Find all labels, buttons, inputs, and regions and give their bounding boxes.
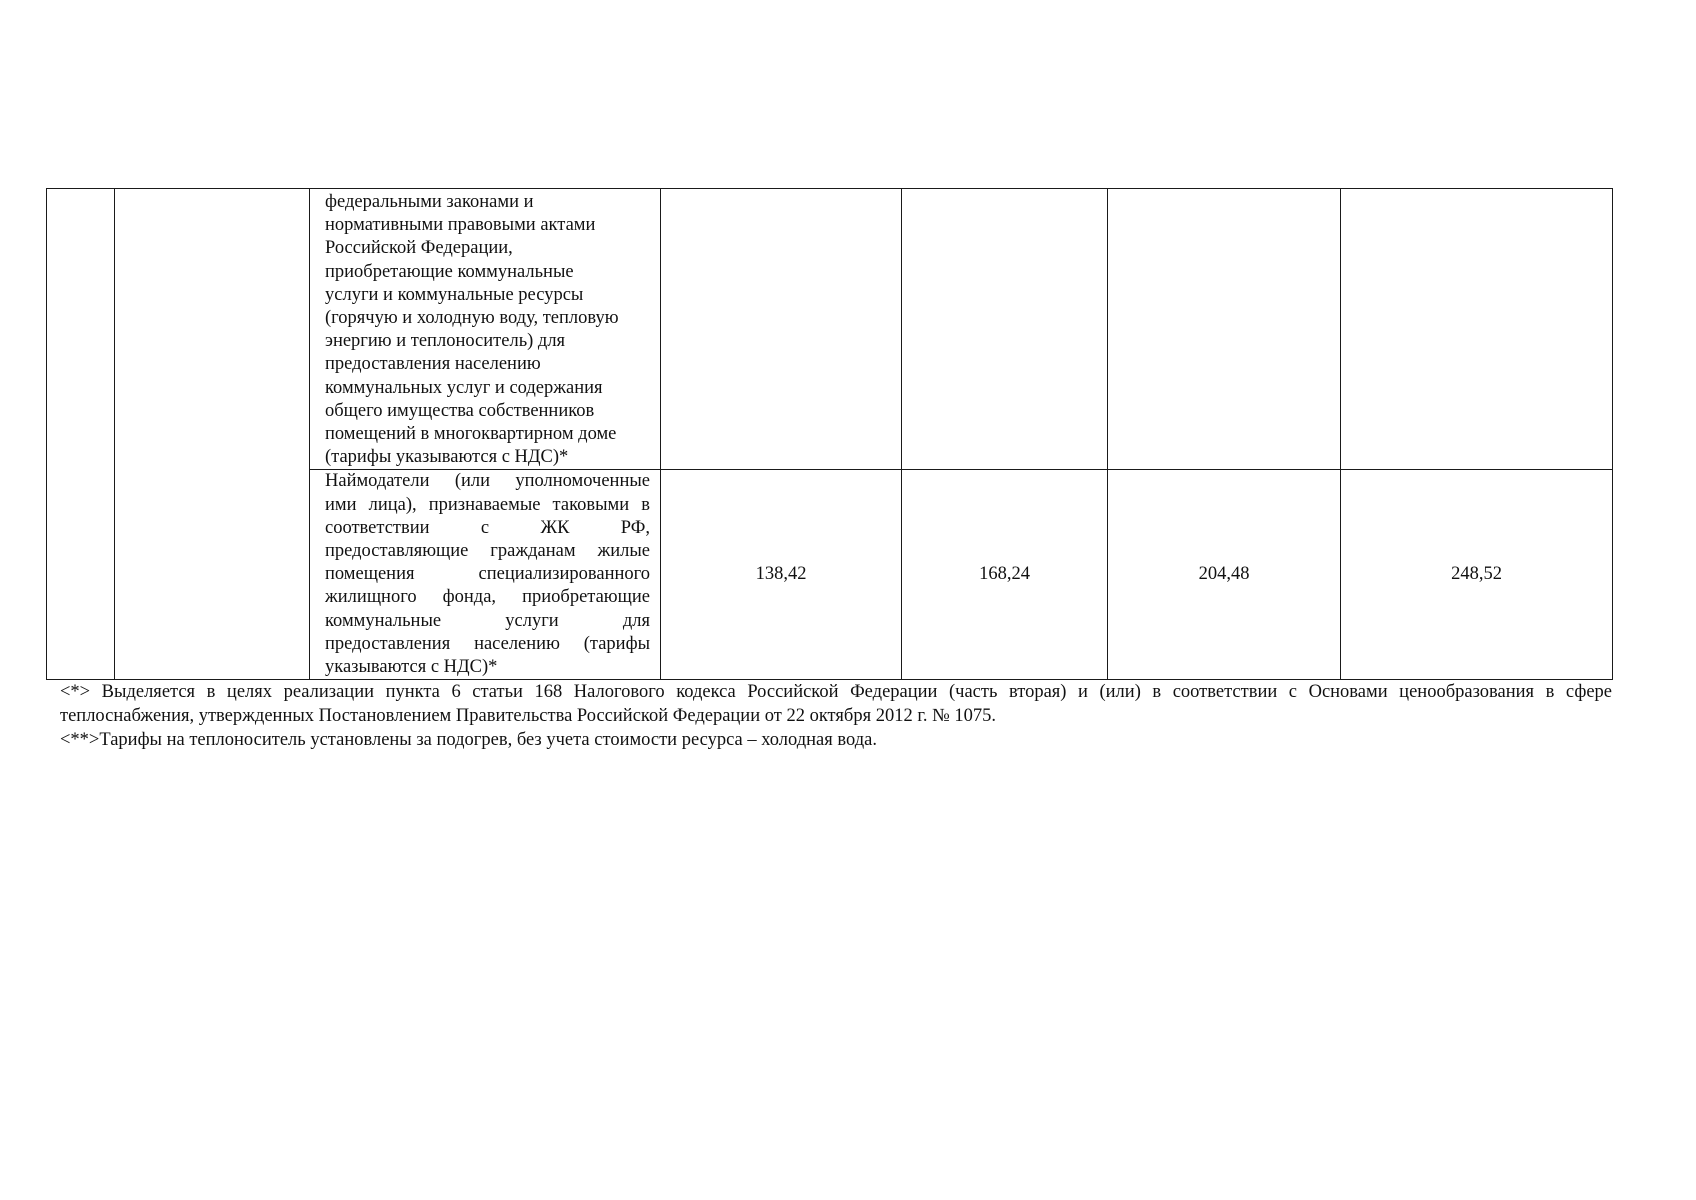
footnote-vat	[60, 680, 1612, 728]
tariff-value: 248,52	[1341, 470, 1613, 680]
tariff-value: 168,24	[902, 470, 1108, 680]
tariff-value: 138,42	[661, 470, 902, 680]
description-line: предоставления населению	[325, 354, 541, 375]
description-line: (горячую и холодную воду, тепловую	[325, 308, 619, 329]
description-line: услуги и коммунальные ресурсы	[325, 284, 584, 305]
footnotes	[60, 680, 1612, 752]
description-line: коммунальных услуг и содержания	[325, 377, 603, 398]
value-cell	[661, 189, 902, 470]
description-line: предоставления населению (тарифы	[325, 633, 650, 654]
description-line: федеральными законами и	[325, 192, 534, 212]
value-cell	[1341, 189, 1613, 470]
value-cell	[902, 189, 1108, 470]
description-line: жилищного фонда, приобретающие	[325, 587, 650, 608]
category-cell	[115, 189, 310, 680]
index-cell	[47, 189, 115, 680]
description-line: коммунальные услуги для	[325, 610, 650, 631]
description-line: нормативными правовыми актами	[325, 215, 596, 236]
tariff-value: 204,48	[1108, 470, 1341, 680]
description-line: указываются с НДС)*	[325, 656, 498, 677]
footnote-line: <**>Тарифы на теплоноситель установлены за подогрев, без учета стоимости ресурса – холодная вода.	[60, 730, 877, 750]
description-line: ими лица), признаваемые таковыми в	[325, 494, 650, 515]
description-line: Российской Федерации,	[325, 238, 513, 259]
description-line: Наймодатели (или уполномоченные	[325, 471, 650, 492]
footnote-heat-carrier	[60, 728, 1612, 752]
consumer-description-cell	[310, 470, 661, 680]
description-line: общего имущества собственников	[325, 400, 595, 421]
table-row	[47, 189, 1613, 470]
value-cell	[1108, 189, 1341, 470]
description-line: помещений в многоквартирном доме	[325, 424, 617, 445]
description-line: предоставляющие гражданам жилые	[325, 541, 650, 561]
footnote-line: теплоснабжения, утвержденных Постановлением Правительства Российской Федерации от 22 октября 2012 г. № 1075.	[60, 706, 996, 726]
description-line: энергию и теплоноситель) для	[325, 331, 566, 352]
tariff-table	[46, 188, 1613, 680]
description-line: соответствии с ЖК РФ,	[325, 517, 650, 538]
description-line: помещения специализированного	[325, 564, 650, 585]
description-line: (тарифы указываются с НДС)*	[325, 447, 569, 468]
description-line: приобретающие коммунальные	[325, 261, 574, 282]
consumer-description-cell	[310, 189, 661, 470]
footnote-line: <*> Выделяется в целях реализации пункта 6 статьи 168 Налогового кодекса Российской Федерации (часть вторая) и (или) в соответствии с Основами ценообразования в сфере	[60, 682, 1612, 702]
